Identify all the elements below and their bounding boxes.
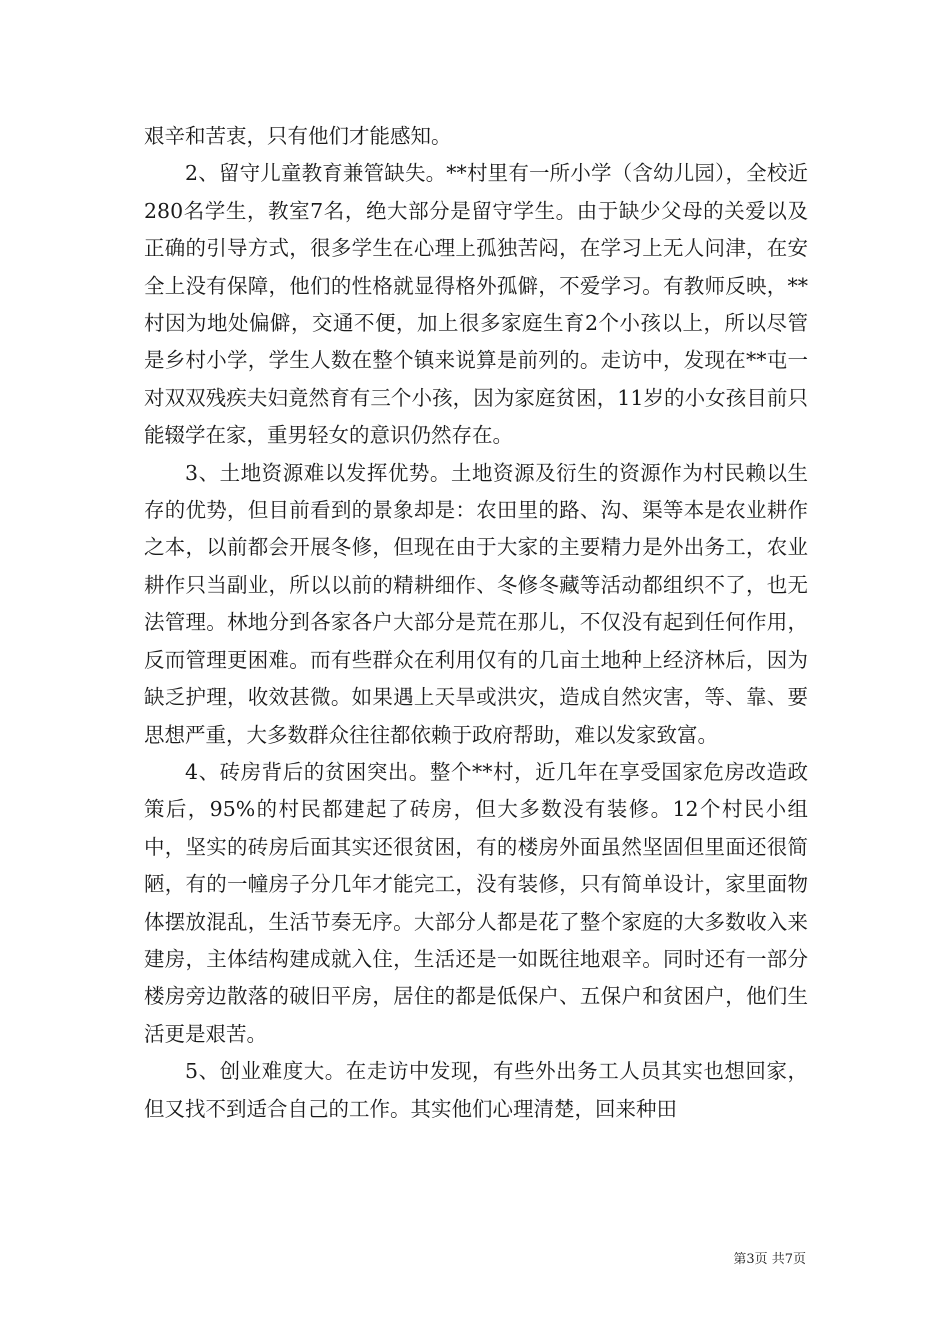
document-body bbox=[144, 118, 808, 1128]
paragraph-left-behind-children: 2、留守儿童教育兼管缺失。**村里有一所小学（含幼儿园），全校近280名学生，教室7名，绝大部分是留守学生。由于缺少父母的关爱以及正确的引导方式，很多学生在心理上孤独苦闷，在学习上无人问津，在安全上没有保障，他们的性格就显得格外孤僻，不爱学习。有教师反映，**村因为地处偏僻，交通不便，加上很多家庭生育2个小孩以上，所以尽管是乡村小学，学生人数在整个镇来说算是前列的。走访中，发现在**屯一对双双残疾夫妇竟然育有三个小孩，因为家庭贫困，11岁的小女孩目前只能辍学在家，重男轻女的意识仍然存在。 bbox=[144, 161, 808, 448]
paragraph-entrepreneurship: 5、创业难度大。在走访中发现，有些外出务工人员其实也想回家，但又找不到适合自己的工作。其实他们心理清楚，回来种田 bbox=[144, 1059, 808, 1121]
paragraph-land-resources: 3、土地资源难以发挥优势。土地资源及衍生的资源作为村民赖以生存的优势，但目前看到的景象却是：农田里的路、沟、渠等本是农业耕作之本，以前都会开展冬修，但现在由于大家的主要精力是外出务工，农业耕作只当副业，所以以前的精耕细作、冬修冬藏等活动都组织不了，也无法管理。林地分到各家各户大部分是荒在那儿，不仅没有起到任何作用，反而管理更困难。而有些群众在利用仅有的几亩土地种上经济林后，因为缺乏护理，收效甚微。如果遇上天旱或洪灾，造成自然灾害，等、靠、要思想严重，大多数群众往往都依赖于政府帮助，难以发家致富。 bbox=[144, 460, 808, 747]
page-number: 第3页 共7页 bbox=[733, 1252, 806, 1267]
paragraph-brick-houses: 4、砖房背后的贫困突出。整个**村，近几年在享受国家危房改造政策后，95%的村民都建起了砖房，但大多数没有装修。12个村民小组中，坚实的砖房后面其实还很贫困，有的楼房外面虽然坚固但里面还很简陋，有的一幢房子分几年才能完工，没有装修，只有简单设计，家里面物体摆放混乱，生活节奏无序。大部分人都是花了整个家庭的大多数收入来建房，主体结构建成就入住，生活还是一如既往地艰辛。同时还有一部分楼房旁边散落的破旧平房，居住的都是低保户、五保户和贫困户，他们生活更是艰苦。 bbox=[144, 759, 808, 1046]
paragraph-continuation: 艰辛和苦衷，只有他们才能感知。 bbox=[144, 124, 452, 148]
